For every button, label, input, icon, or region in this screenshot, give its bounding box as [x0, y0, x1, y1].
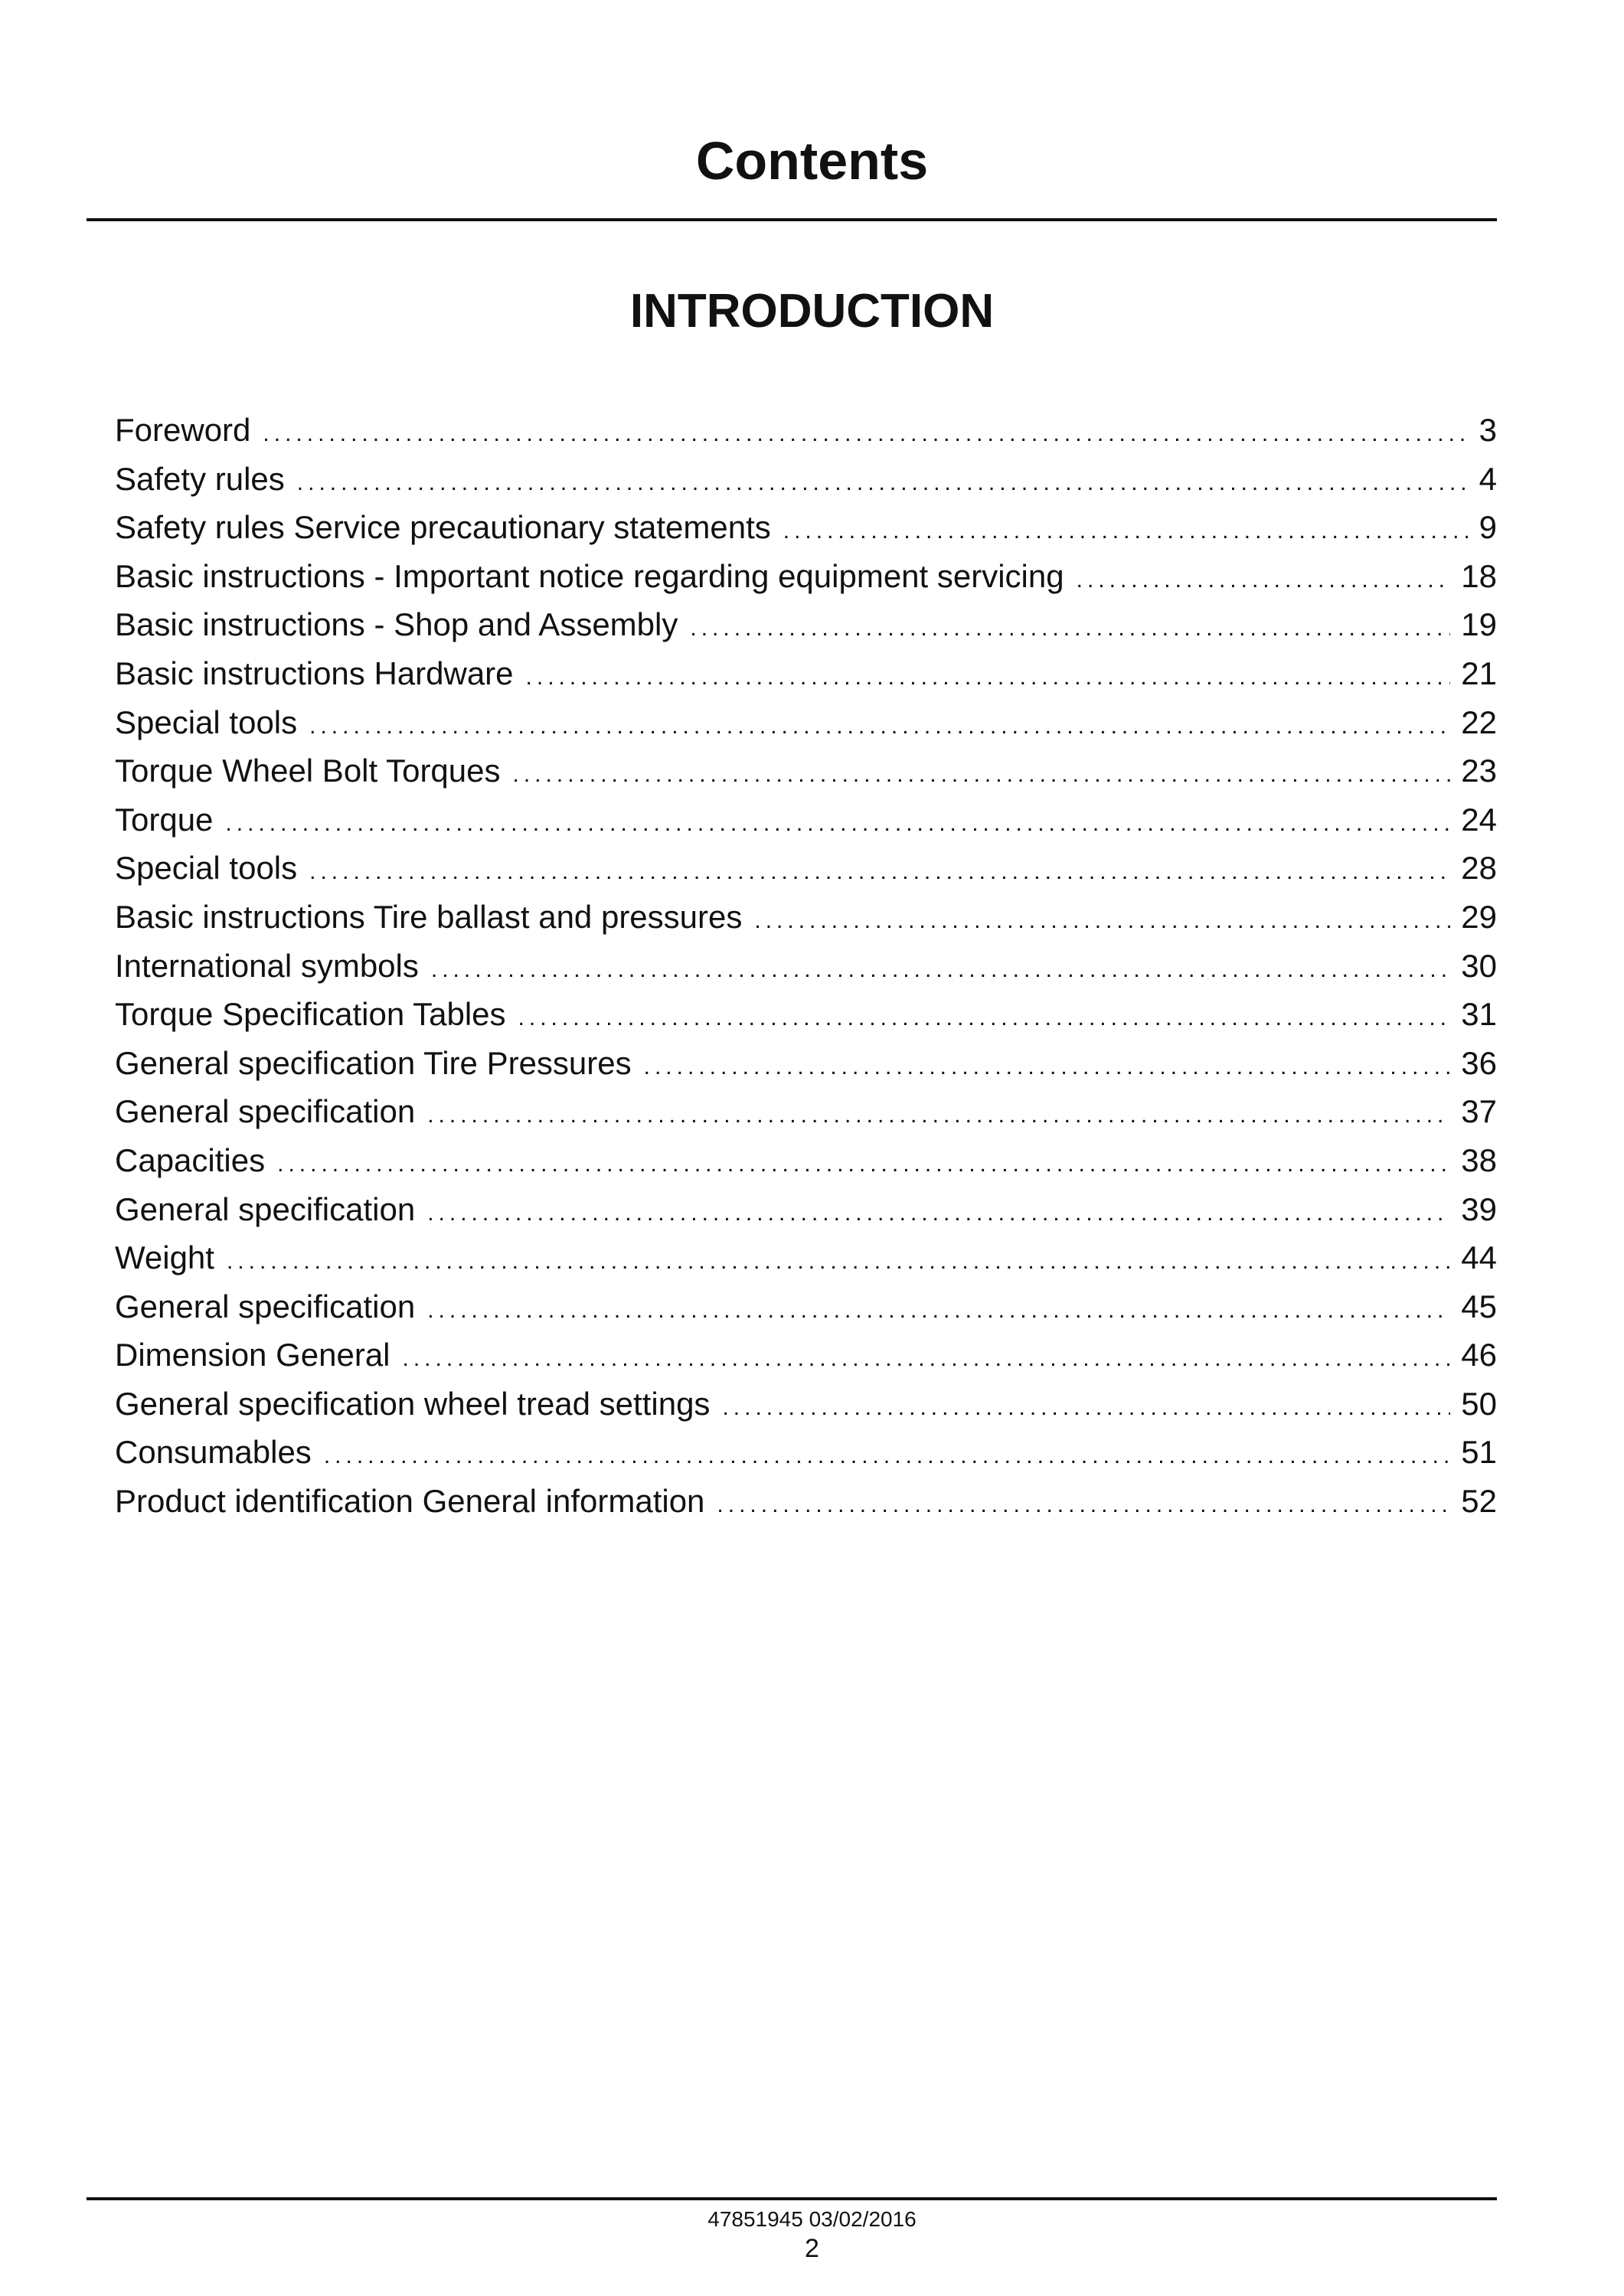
toc-entry-label: Basic instructions - Important notice regarding equipment servicing — [115, 557, 1064, 594]
toc-entry[interactable] — [115, 1477, 1497, 1526]
toc-entry[interactable] — [115, 1428, 1497, 1477]
toc-entry-label: Capacities — [115, 1141, 266, 1178]
toc-entry-label: Special tools — [115, 704, 298, 740]
toc-entry[interactable] — [115, 455, 1497, 504]
toc-entry-label: Product identification General information — [115, 1483, 705, 1520]
toc-entry-label: Weight — [115, 1239, 214, 1276]
dot-leader — [227, 1237, 1450, 1286]
footer-document-id: 47851945 03/02/2016 — [707, 2207, 917, 2231]
toc-entry[interactable] — [115, 698, 1497, 747]
toc-entry[interactable] — [115, 406, 1497, 455]
dot-leader — [263, 410, 1468, 459]
toc-entry[interactable] — [115, 552, 1497, 601]
dot-leader — [518, 994, 1451, 1043]
toc-entry-label: Basic instructions - Shop and Assembly — [115, 606, 678, 643]
toc-entry-page: 22 — [1461, 704, 1497, 740]
toc-entry-label: General specification wheel tread settings — [115, 1385, 711, 1422]
toc-entry-label: International symbols — [115, 947, 419, 984]
dot-leader — [783, 507, 1469, 556]
toc-entry-page: 21 — [1461, 655, 1497, 691]
toc-entry-page: 31 — [1461, 996, 1497, 1033]
dot-leader — [690, 604, 1450, 653]
toc-entry-label: Foreword — [115, 412, 251, 448]
toc-entry-page: 30 — [1461, 947, 1497, 984]
footer-rule — [87, 2197, 1497, 2200]
footer-page-number: 2 — [805, 2234, 819, 2263]
toc-entry[interactable] — [115, 1233, 1497, 1282]
dot-leader — [722, 1383, 1450, 1432]
toc-entry-page: 52 — [1461, 1483, 1497, 1520]
toc-entry[interactable] — [115, 1136, 1497, 1185]
toc-entry[interactable] — [115, 893, 1497, 942]
toc-entry[interactable] — [115, 1282, 1497, 1331]
toc-entry-label: General specification — [115, 1190, 416, 1227]
toc-entry-label: General specification Tire Pressures — [115, 1044, 632, 1081]
toc-entry[interactable] — [115, 1087, 1497, 1136]
toc-entry[interactable] — [115, 990, 1497, 1039]
toc-entry[interactable] — [115, 503, 1497, 552]
dot-leader — [526, 653, 1451, 702]
toc-entry-page: 24 — [1461, 801, 1497, 838]
toc-entry[interactable] — [115, 600, 1497, 649]
toc-entry-label: Safety rules — [115, 460, 285, 497]
toc-entry-page: 28 — [1461, 850, 1497, 887]
dot-leader — [754, 897, 1450, 946]
toc-entry[interactable] — [115, 795, 1497, 844]
dot-leader — [644, 1043, 1451, 1092]
toc-entry-label: Consumables — [115, 1434, 312, 1471]
toc-entry-page: 23 — [1461, 753, 1497, 789]
toc-entry-page: 36 — [1461, 1044, 1497, 1081]
toc-entry-label: General specification — [115, 1288, 416, 1324]
toc-entry-label: Torque — [115, 801, 214, 838]
dot-leader — [513, 750, 1451, 799]
toc-entry-page: 37 — [1461, 1093, 1497, 1130]
dot-leader — [1077, 556, 1451, 605]
dot-leader — [324, 1432, 1450, 1481]
dot-leader — [297, 459, 1469, 508]
toc-entry-label: Dimension General — [115, 1337, 390, 1373]
toc-entry-label: Safety rules Service precautionary statements — [115, 509, 771, 546]
dot-leader — [431, 946, 1450, 994]
toc-entry-label: Torque Wheel Bolt Torques — [115, 753, 501, 789]
toc-entry-page: 51 — [1461, 1434, 1497, 1471]
section-title: INTRODUCTION — [629, 285, 995, 338]
toc-entry-page: 44 — [1461, 1239, 1497, 1276]
dot-leader — [403, 1334, 1451, 1383]
toc-entry-page: 4 — [1479, 460, 1497, 497]
table-of-contents — [115, 406, 1497, 1526]
toc-entry[interactable] — [115, 1380, 1497, 1429]
toc-entry-label: General specification — [115, 1093, 416, 1130]
dot-leader — [427, 1189, 1450, 1238]
dot-leader — [717, 1481, 1450, 1530]
toc-entry-page: 9 — [1479, 509, 1497, 546]
toc-entry[interactable] — [115, 844, 1497, 893]
dot-leader — [309, 702, 1450, 751]
toc-entry-page: 29 — [1461, 898, 1497, 935]
toc-entry-page: 39 — [1461, 1190, 1497, 1227]
toc-entry-page: 38 — [1461, 1141, 1497, 1178]
header-rule — [87, 218, 1497, 221]
toc-entry-label: Basic instructions Hardware — [115, 655, 514, 691]
dot-leader — [427, 1286, 1450, 1335]
toc-entry[interactable] — [115, 649, 1497, 698]
toc-entry-label: Basic instructions Tire ballast and pressures — [115, 898, 743, 935]
toc-entry-page: 45 — [1461, 1288, 1497, 1324]
toc-entry-page: 46 — [1461, 1337, 1497, 1373]
toc-entry-page: 3 — [1479, 412, 1497, 448]
dot-leader — [309, 848, 1450, 897]
toc-entry[interactable] — [115, 942, 1497, 991]
toc-entry[interactable] — [115, 746, 1497, 795]
toc-entry[interactable] — [115, 1185, 1497, 1234]
dot-leader — [427, 1091, 1450, 1140]
toc-entry-label: Torque Specification Tables — [115, 996, 506, 1033]
toc-entry[interactable] — [115, 1331, 1497, 1380]
toc-entry-label: Special tools — [115, 850, 298, 887]
page-title: Contents — [695, 131, 929, 191]
dot-leader — [277, 1140, 1450, 1189]
toc-entry-page: 18 — [1461, 557, 1497, 594]
dot-leader — [225, 799, 1450, 848]
toc-entry-page: 19 — [1461, 606, 1497, 643]
toc-entry[interactable] — [115, 1039, 1497, 1088]
toc-entry-page: 50 — [1461, 1385, 1497, 1422]
